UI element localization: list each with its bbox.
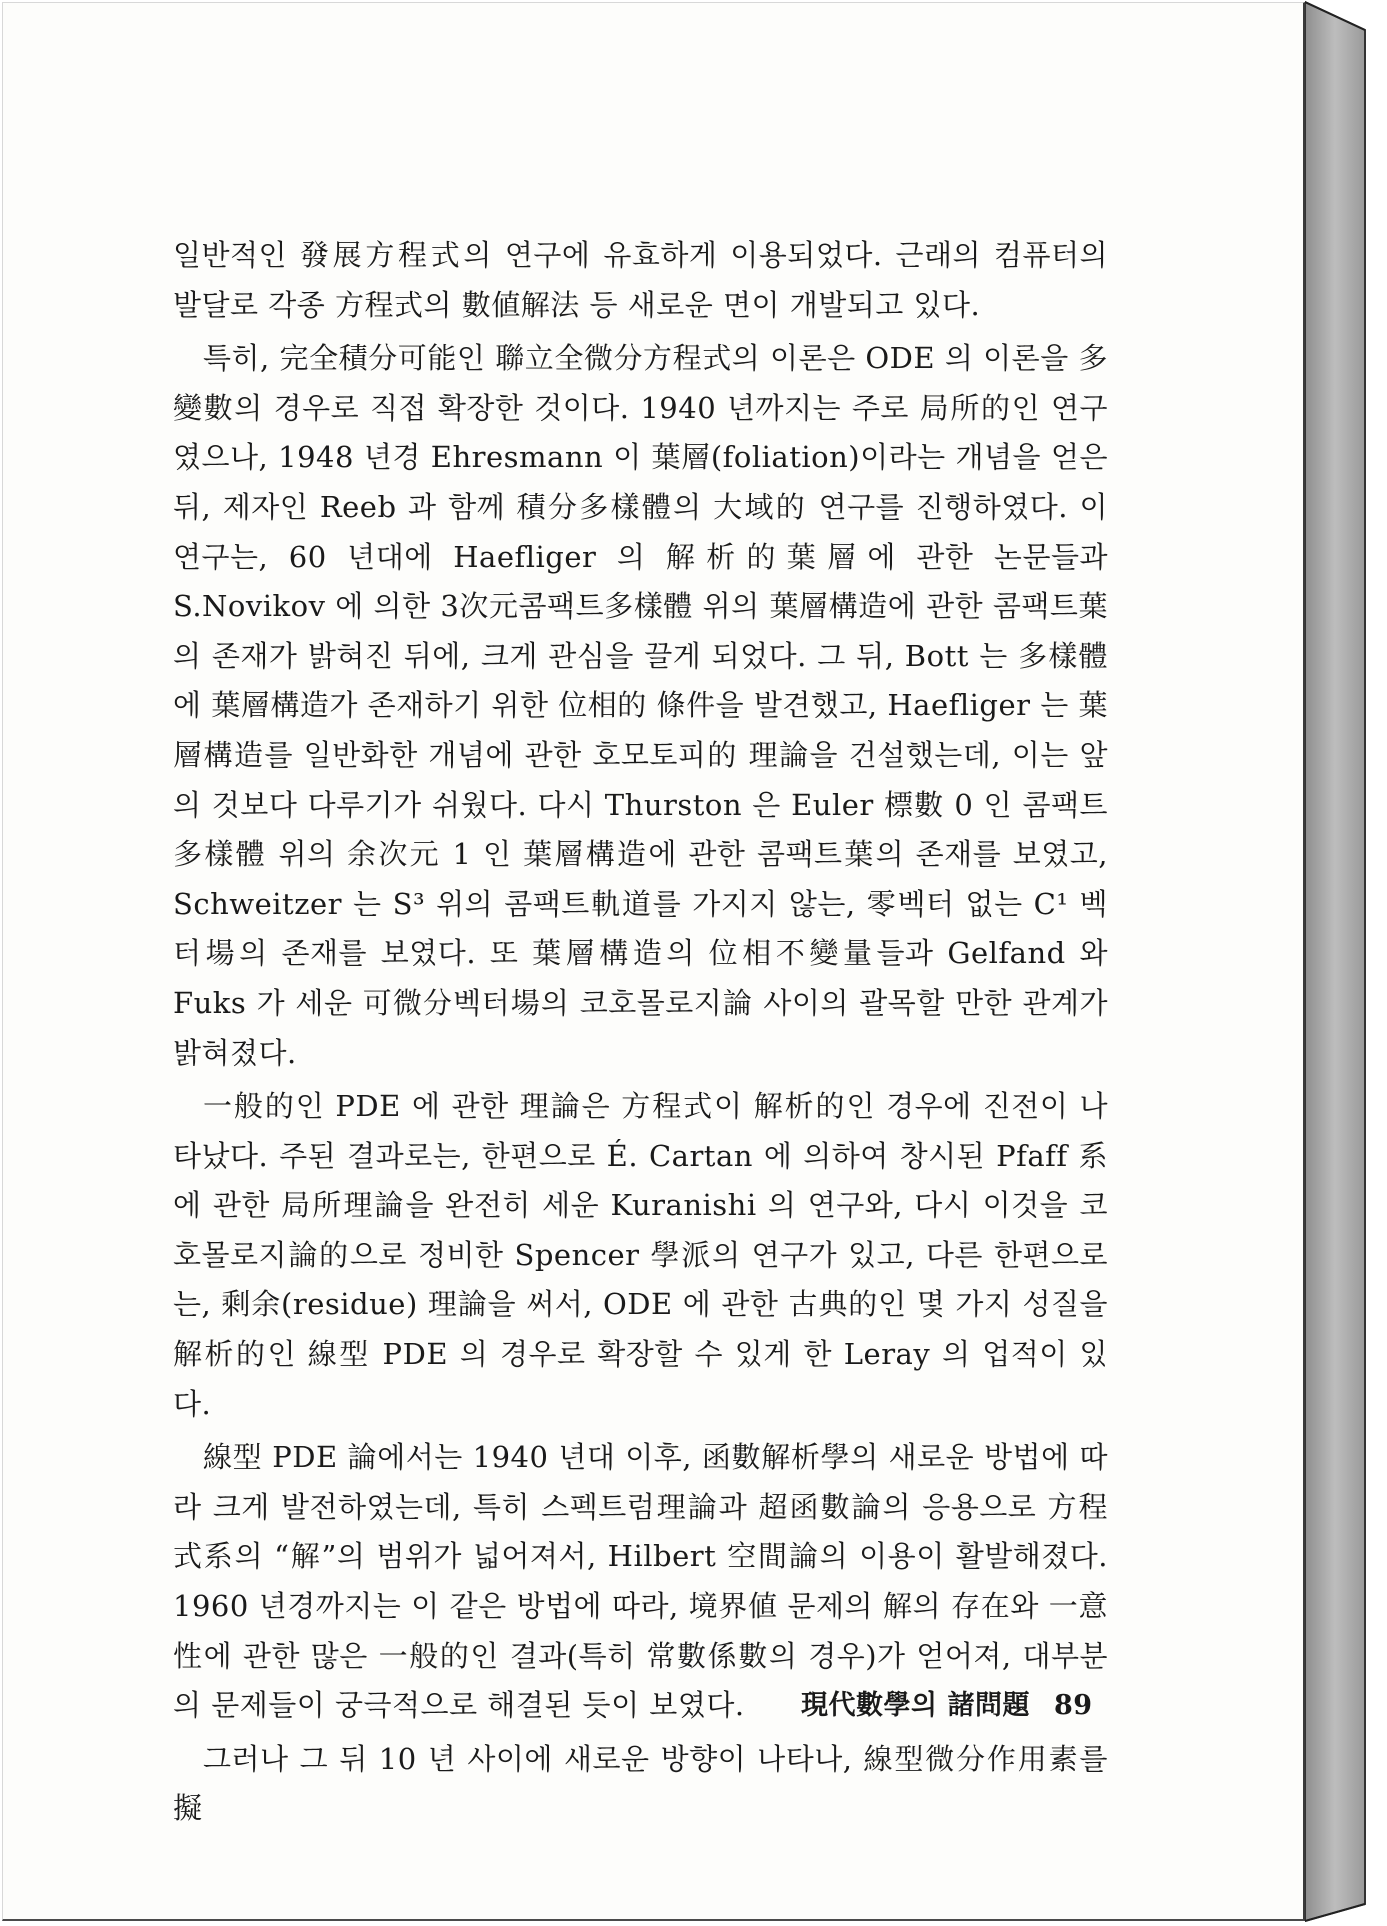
paragraph-4: 線型 PDE 論에서는 1940 년대 이후, 函數解析學의 새로운 방법에 따라 크게 발전하였는데, 특히 스펙트럼理論과 超函數論의 응용으로 方程式系의 “解”의 범위가 넓어져서, Hilbert 空間論의 이용이 활발해졌다. 1960 년경까지는 이 같은 방법에 따라, 境界値 문제의 解의 存在와 一意性에 관한 많은 一般的인 결과(특히 常數係數의 경우)가 얻어져, 대부분의 문제들이 궁극적으로 해결된 듯이 보였다.	[173, 1440, 1108, 1723]
book-edge	[1305, 0, 1385, 1926]
running-title: 現代數學의 諸問題	[801, 1690, 1030, 1721]
paragraph-1: 일반적인 發展方程式의 연구에 유효하게 이용되었다. 근래의 컴퓨터의 발달로 각종 方程式의 數値解法 등 새로운 면이 개발되고 있다.	[173, 238, 1108, 322]
paragraph-5: 그러나 그 뒤 10 년 사이에 새로운 방향이 나타나, 線型微分作用素를 擬	[173, 1741, 1108, 1826]
paragraph-2: 특히, 完全積分可能인 聯立全微分方程式의 이론은 ODE 의 이론을 多變數의 경우로 직접 확장한 것이다. 1940 년까지는 주로 局所的인 연구였으나, 1948 년경 Ehresmann 이 葉層(foliation)이라는 개념을 얻은 뒤, 제자인 Reeb 과 함께 積分多樣體의 大域的 연구를 진행하였다. 이 연구는, 60 년대에 Haefliger 의 解析的葉層에 관한 논문들과 S.Novikov 에 의한 3次元콤팩트多樣體 위의 葉層構造에 관한 콤팩트葉의 존재가 밝혀진 뒤에, 크게 관심을 끌게 되었다. 그 뒤, Bott 는 多樣體에 葉層構造가 존재하기 위한 位相的 條件을 발견했고, Haefliger 는 葉層構造를 일반화한 개념에 관한 호모토피的 理論을 건설했는데, 이는 앞의 것보다 다루기가 쉬웠다. 다시 Thurston 은 Euler 標數 0 인 콤팩트多樣體 위의 余次元 1 인 葉層構造에 관한 콤팩트葉의 존재를 보였고, Schweitzer 는 S³ 위의 콤팩트軌道를 가지지 않는, 零벡터 없는 C¹ 벡터場의 존재를 보였다. 또 葉層構造의 位相不變量들과 Gelfand 와 Fuks 가 세운 可微分벡터場의 코호몰로지論 사이의 괄목할 만한 관계가 밝혀졌다.	[173, 341, 1108, 1070]
body-text	[173, 231, 1108, 1838]
page-footer	[801, 1683, 1093, 1722]
page-sheet	[2, 2, 1305, 1921]
page-number: 89	[1053, 1690, 1093, 1721]
paragraph-3: 一般的인 PDE 에 관한 理論은 方程式이 解析的인 경우에 진전이 나타났다. 주된 결과로는, 한편으로 É. Cartan 에 의하여 창시된 Pfaff 系에 관한 局所理論을 완전히 세운 Kuranishi 의 연구와, 다시 이것을 코호몰로지論的으로 정비한 Spencer 學派의 연구가 있고, 다른 한편으로는, 剩余(residue) 理論을 써서, ODE 에 관한 古典的인 몇 가지 성질을 解析的인 線型 PDE 의 경우로 확장할 수 있게 한 Leray 의 업적이 있다.	[173, 1089, 1108, 1421]
